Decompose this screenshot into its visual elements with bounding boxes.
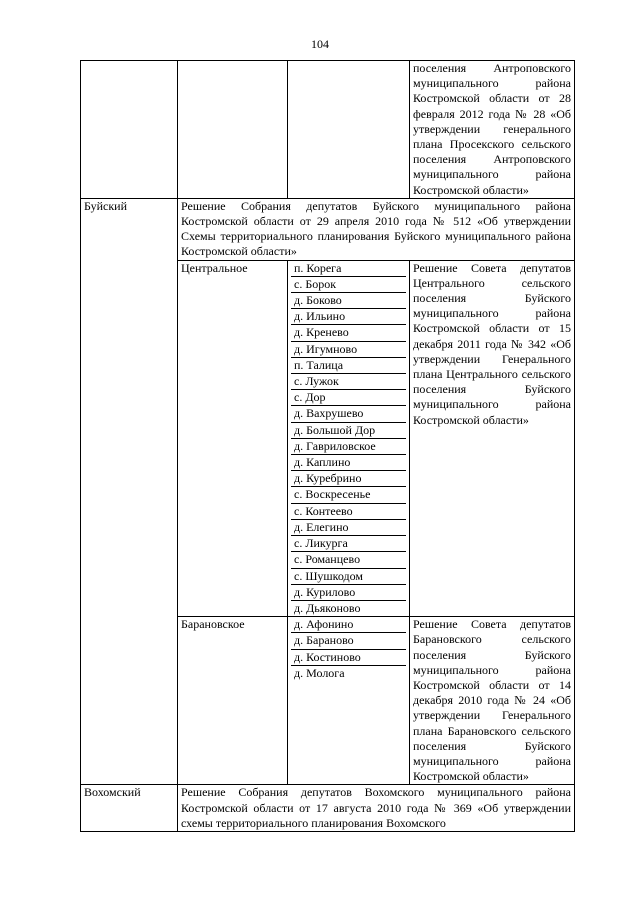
village-item: д. Каплино xyxy=(291,455,406,471)
settlement-decision-cell: Решение Совета депутатов Центрального сельского поселения Буйского муниципального района Костромской области от 15 декабря 2011 года № 342 «Об утверждении Генерального плана Центрального сельского поселения Буйского муниципального района Костромской области» xyxy=(410,260,575,616)
settlement-name-cell: Центральное xyxy=(178,260,288,616)
district-decision-cell: Решение Собрания депутатов Буйского муниципального района Костромской области от 29 апреля 2010 года № 512 «Об утверждении Схемы территориального планирования Буйского муниципального района Костромской области» xyxy=(178,198,575,260)
village-item: д. Дьяконово xyxy=(294,600,361,615)
village-item: с. Лужок xyxy=(291,374,406,390)
page-number: 104 xyxy=(311,37,329,51)
village-item: д. Большой Дор xyxy=(291,422,406,438)
village-item: д. Боково xyxy=(291,293,406,309)
village-item: д. Курилово xyxy=(291,584,406,600)
village-item: д. Елегино xyxy=(291,519,406,535)
village-item: д. Куребрино xyxy=(291,471,406,487)
territorial-planning-table xyxy=(80,60,575,832)
village-item: п. Талица xyxy=(291,357,406,373)
villages-cell-empty xyxy=(288,61,410,199)
village-item: д. Кренево xyxy=(291,325,406,341)
village-item: с. Романцево xyxy=(291,552,406,568)
village-item: с. Контеево xyxy=(291,503,406,519)
settlement-decision-cell: Решение Совета депутатов Барановского сельского поселения Буйского муниципального района Костромской области от 14 декабря 2010 года № 24 «Об утверждении Генерального плана Барановского сельского поселения Буйского муниципального района Костромской области» xyxy=(410,617,575,785)
village-item: с. Борок xyxy=(291,276,406,292)
district-decision-cell: Решение Собрания депутатов Вохомского муниципального района Костромской области от 17 августа 2010 года № 369 «Об утверждении схемы территориального планирования Вохомского xyxy=(178,785,575,832)
village-item: д. Бараново xyxy=(291,633,406,649)
villages-cell xyxy=(288,617,410,785)
village-item: д. Вахрушево xyxy=(291,406,406,422)
villages-list xyxy=(291,261,406,616)
village-item: д. Костиново xyxy=(291,649,406,665)
district-row-vokhomsky xyxy=(81,785,575,832)
village-item: с. Дор xyxy=(291,390,406,406)
village-item: п. Корега xyxy=(291,261,406,277)
settlement-cell-empty xyxy=(178,61,288,199)
village-item: д. Игумново xyxy=(291,341,406,357)
district-name-cell: Буйский xyxy=(81,198,178,785)
district-row-buysky xyxy=(81,198,575,260)
village-item: д. Молога xyxy=(294,665,345,680)
district-name-cell: Вохомский xyxy=(81,785,178,832)
settlement-name-cell: Барановское xyxy=(178,617,288,785)
village-item: с. Шушкодом xyxy=(291,568,406,584)
village-item: с. Ликурга xyxy=(291,536,406,552)
settlement-decision-cell: поселения Антроповского муниципального района Костромской области от 28 февраля 2012 года № 28 «Об утверждении генерального плана Просекского сельского поселения Антроповского муниципального района Костромской области» xyxy=(410,61,575,199)
village-item: д. Афонино xyxy=(291,617,406,633)
village-item: д. Ильино xyxy=(291,309,406,325)
district-cell-empty xyxy=(81,61,178,199)
village-item: д. Гавриловское xyxy=(291,438,406,454)
villages-list xyxy=(291,617,406,681)
villages-cell xyxy=(288,260,410,616)
continuation-row xyxy=(81,61,575,199)
village-item: с. Воскресенье xyxy=(291,487,406,503)
